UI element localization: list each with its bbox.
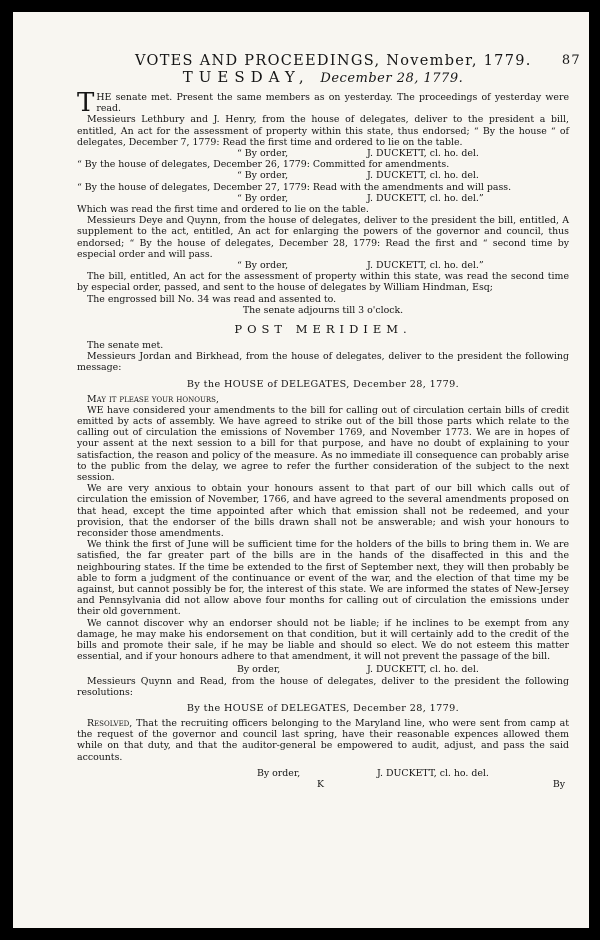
signature-name: J. DUCKETT, cl. ho. del. [377,767,489,779]
signature-order: “ By order, [237,170,289,182]
opening-text: HE senate met. Present the same members as on yesterday. The proceedings of yesterday were read. [96,92,569,115]
day-heading [77,68,569,86]
paragraph-amendments: “ By the house of delegates, December 27, 1779: Read with the amendments and will pass. [77,181,512,193]
resolved-text: That the recruiting officers belonging to the Maryland line, who were sent from camp at the request of the governor and council last spring, have their reasonable expences allowed them while on that duty, and that the auditor-general be empowered to audit, adjust, and pass the said accounts. [77,718,569,763]
signature-line [77,170,569,181]
page [13,12,589,928]
paragraph-second-reading: The bill, entitled, An act for the assessment of property within this state, was read the second time by especial order, passed, and sent to the house of delegates by William Hindman, Esq; [77,271,569,294]
signature-order: “ By order, [237,260,289,271]
message-paragraph-2: We are very anxious to obtain your honours assent to that part of our bill which calls out of circulation the emission of November, 1766, and have agreed to the several amendments proposed on that head, except the time appointed after which that emission shall not be redeemed, and your provision, that the endorser of the bills drawn shall not be answerable; and wish your honours to reconsider those amendments. [77,483,569,540]
resolution-paragraph [77,718,569,763]
signature-line [77,260,569,271]
post-meridiem-heading: POST MERIDIEM. [234,322,412,336]
paragraph-quynn-read: Messieurs Quynn and Read, from the house of delegates, deliver to the president the following resolutions: [77,675,569,698]
signature-order: By order, [237,664,281,676]
message-paragraph-3: We think the first of June will be sufficient time for the holders of the bills to bring them in. We are satisfied, the far greater part of the bills are in the hands of the disaffected in this and the neighbouring states. If the time be extended to the first of September next, they will then probably be able to form a judgment of the continuance or event of the war, and the election of that time my be against, but cannot possibly be for, the interest of this state. We are informed the states of New-Jersey and Pennsylvania did not allow above four months for calling out of circulation the emissions under their old government. [77,539,569,618]
page-footer [77,768,569,790]
paragraph-lethbury: Messieurs Lethbury and J. Henry, from the house of delegates, deliver to the president a bill, entitled, An act for the assessment of property within this state, thus endorsed; “ By the house “ of delegates, December 7, 1779: Read the first time and ordered to lie on the table. [77,114,569,148]
paragraph-engrossed-bill: The engrossed bill No. 34 was read and assented to. [87,293,337,305]
signature-name: J. DUCKETT, cl. ho. del.” [367,260,484,271]
catchword: By [552,778,565,790]
signature-order: “ By order, [237,148,289,160]
signature-line [77,193,569,204]
message-paragraph-1: WE have considered your amendments to the bill for calling out of circulation certain bills of credit emitted by acts of assembly. We have agreed to strike out of the bill those parts which relate to the calling out of circulation the emissions of November 1769, and November 1773. We are in hopes of your assent at the next session to a bill for that purpose, and have no doubt of explaining to your satisfaction, the reason and policy of the measure. As no immediate ill consequence can probably arise to the public from the delay, we agree to refer the further consideration of the subject to the next session. [77,404,569,484]
signature-order: “ By order, [237,192,289,204]
paragraph-jordan-birkhead: Messieurs Jordan and Birkhead, from the house of delegates, deliver to the president the following message: [77,351,569,374]
day-name: TUESDAY, [182,68,310,86]
resolved-label: Resolved, [87,718,133,730]
page-number: 87 [561,53,581,68]
drop-cap: T [77,88,95,118]
paragraph-deye-quynn: Messieurs Deye and Quynn, from the house of delegates, deliver to the president the bill, entitled, A supplement to the act, entitled, An act for enlarging the powers of the governor and council, thus endorsed; “ By the house of delegates, December 28, 1779: Read the first and “ second time by especial order and will pass. [77,215,569,260]
running-title: VOTES AND PROCEEDINGS, November, 1779. [135,53,532,69]
day-date: December 28, 1779. [320,71,464,86]
signature-mark: K [317,778,325,790]
salutation: May it please your honours, [87,393,219,405]
signature-line [77,664,569,675]
signature-name: J. DUCKETT, cl. ho. del.” [367,192,484,204]
message-paragraph-4: We cannot discover why an endorser should not be liable; if he inclines to be exempt from any damage, he may make his endorsement on that condition, but it will certainly add to the credit of the bills and promote their sale, if he may be liable and should so elect. We do not esteem this matter essential, and if your honours adhere to that amendment, it will not prevent the passage of the bill. [77,617,569,663]
signature-order: By order, [257,767,301,779]
signature-line [77,148,569,159]
paragraph-committed: “ By the house of delegates, December 26, 1779: Committed for amendments. [77,159,450,171]
adjournment-line: The senate adjourns till 3 o'clock. [242,304,404,316]
message-heading: By the HOUSE of DELEGATES, December 28, 1779. [186,378,460,390]
signature-name: J. DUCKETT, cl. ho. del. [367,170,479,182]
paragraph-first-time: Which was read the first time and ordered to lie on the table. [77,203,369,215]
paragraph-senate-met: The senate met. [87,340,164,351]
signature-name: J. DUCKETT, cl. ho. del. [367,664,479,676]
resolution-heading: By the HOUSE of DELEGATES, December 28, 1779. [186,703,460,715]
signature-name: J. DUCKETT, cl. ho. del. [367,148,479,160]
document-body [77,50,569,790]
opening-paragraph [77,88,569,118]
